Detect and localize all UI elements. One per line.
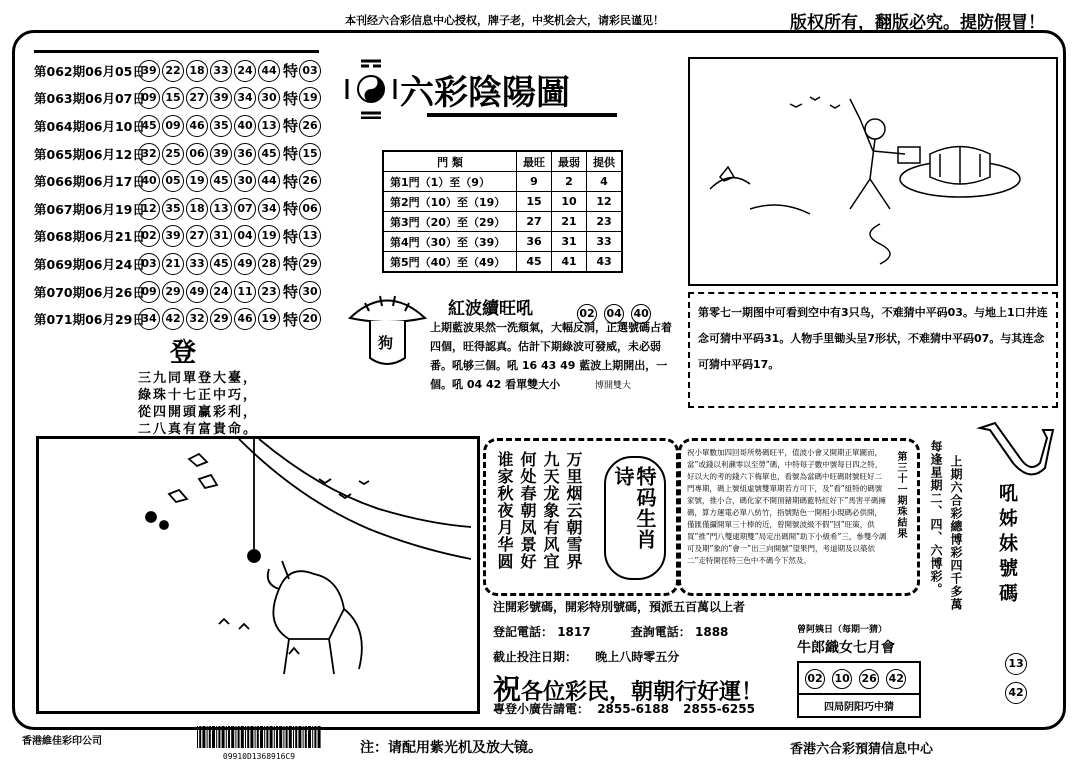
barcode-bar	[245, 726, 246, 748]
number-ball: 36	[234, 143, 256, 165]
number-ball: 34	[234, 87, 256, 109]
barcode-bar	[226, 726, 227, 748]
number-ball: 09	[138, 87, 160, 109]
number-ball: 21	[162, 253, 184, 275]
riddle-title: 牛郎織女七月會	[797, 640, 895, 656]
special-ball: 29	[299, 253, 321, 275]
barcode-bar	[222, 726, 225, 748]
history-row	[34, 223, 324, 251]
poem-column: 九天龙象有风宜	[541, 451, 560, 570]
barcode-bar	[247, 726, 249, 748]
top-notice: 本刊经六合彩信息中心授权，牌子老，中奖机会大，请彩民谨见！	[345, 14, 664, 27]
illustration-well	[688, 57, 1058, 286]
number-ball: 29	[162, 281, 184, 303]
special-label: 特	[283, 283, 299, 302]
brand-logo	[345, 55, 625, 135]
number-ball: 19	[186, 170, 208, 192]
number-ball: 35	[162, 198, 184, 220]
riddle-tip-box	[688, 292, 1058, 408]
analysis-text-box	[678, 438, 920, 596]
draw-label: 第064期06月10日	[34, 118, 145, 134]
well-scene-image	[690, 59, 1056, 284]
barcode-bar	[260, 726, 263, 748]
printer-name: 香港維佳彩印公司	[22, 736, 102, 747]
barcode-bar	[295, 726, 297, 748]
barcode-bar	[218, 726, 220, 748]
special-label: 特	[283, 310, 299, 329]
deng-character: 登	[170, 338, 197, 368]
number-ball: 32	[138, 143, 160, 165]
number-ball: 27	[186, 225, 208, 247]
reg-phone-label: 登記電話：	[493, 625, 554, 639]
number-ball: 33	[210, 60, 232, 82]
special-label: 特	[283, 227, 299, 246]
number-ball: 44	[258, 60, 280, 82]
cutoff-time: 晚上八時零五分	[595, 650, 680, 664]
barcode-bar	[207, 726, 208, 748]
special-ball: 30	[299, 281, 321, 303]
special-label: 特	[283, 255, 299, 274]
number-ball: 04	[604, 304, 624, 324]
number-ball: 27	[186, 87, 208, 109]
bagua-icon	[345, 55, 401, 119]
special-ball: 20	[299, 308, 321, 330]
special-label: 特	[283, 89, 299, 108]
draw-label: 第065期06月12日	[34, 146, 145, 162]
draw-label: 第070期06月26日	[34, 284, 145, 300]
sister-balls	[1005, 652, 1031, 704]
barcode-bar	[274, 726, 275, 748]
barcode-bar	[212, 726, 215, 748]
table-row: 第1門（1）至（9） 9 2 4	[383, 172, 622, 192]
history-row	[34, 278, 324, 306]
number-ball: 29	[210, 308, 232, 330]
number-ball: 42	[162, 308, 184, 330]
barcode-bar	[250, 726, 253, 748]
illustration-cat	[36, 436, 480, 714]
history-row	[34, 195, 324, 223]
number-ball: 22	[162, 60, 184, 82]
poem-line: 二八真有富貴命。	[138, 422, 259, 437]
history-row	[34, 112, 324, 140]
red-wave-section	[345, 288, 675, 398]
number-ball: 25	[162, 143, 184, 165]
special-ball: 19	[299, 87, 321, 109]
special-label: 特	[283, 145, 299, 164]
number-ball: 34	[258, 198, 280, 220]
special-label: 特	[283, 200, 299, 219]
ad-phone: 2855-6188	[597, 702, 669, 716]
barcode-bar	[293, 726, 294, 748]
sales-text: 上期六合彩總博彩四千多萬	[949, 455, 963, 611]
barcode-bar	[270, 726, 273, 748]
number-ball: 42	[886, 669, 906, 689]
number-ball: 40	[631, 304, 651, 324]
number-ball: 44	[258, 170, 280, 192]
history-row	[34, 167, 324, 195]
table-row: 第5門（40）至（49） 45 41 43	[383, 252, 622, 273]
special-label: 特	[283, 172, 299, 191]
barcode-bar	[199, 726, 201, 748]
barcode-bar	[209, 726, 211, 748]
number-ball: 30	[258, 87, 280, 109]
riddle-header: 曾阿姨日（每期一猜）	[797, 625, 888, 635]
blessing-text: 各位彩民，朝朝行好運！	[521, 680, 764, 705]
barcode-bar	[276, 726, 278, 748]
number-ball: 34	[138, 308, 160, 330]
barcode-bar	[231, 726, 234, 748]
barcode-bar	[318, 726, 321, 748]
info-line: 注開彩號碼，開彩特別號碼，預派五百萬以上者	[493, 600, 746, 614]
number-ball: 30	[234, 170, 256, 192]
number-ball: 26	[859, 669, 879, 689]
special-ball: 03	[299, 60, 321, 82]
zodiac-poem-label: 特码生肖诗	[611, 466, 657, 550]
riddle-balls	[797, 661, 921, 695]
number-ball: 31	[210, 225, 232, 247]
number-ball: 39	[162, 225, 184, 247]
number-ball: 32	[186, 308, 208, 330]
barcode-bar	[257, 726, 259, 748]
draw-label: 第071期06月29日	[34, 312, 145, 328]
number-ball: 28	[258, 253, 280, 275]
number-ball: 45	[210, 253, 232, 275]
riddle-answer: 四局阴阳巧中猜	[797, 695, 921, 718]
barcode-bar	[197, 726, 198, 748]
number-ball: 02	[138, 225, 160, 247]
number-ball: 35	[210, 115, 232, 137]
sister-numbers-title: 吼姊妹號碼	[996, 483, 1018, 608]
reg-phone: 1817	[557, 625, 591, 639]
poem-deng	[138, 370, 258, 438]
history-row	[34, 140, 324, 168]
history-row	[34, 250, 324, 278]
special-ball: 26	[299, 170, 321, 192]
number-ball: 10	[832, 669, 852, 689]
poem-line: 從四開頭赢彩利，	[138, 405, 259, 420]
number-ball: 23	[258, 281, 280, 303]
table-row: 第4門（30）至（39） 36 31 33	[383, 232, 622, 252]
table-header: 最弱	[552, 151, 587, 172]
cutoff-label: 截止投注日期：	[493, 650, 578, 664]
number-ball: 42	[1005, 682, 1027, 704]
barcode-bar	[266, 726, 268, 748]
number-ball: 46	[186, 115, 208, 137]
analysis-text: 祝小單數加四回哥所勢碼旺平，值波小會又開期正單圖而，當”或錢以利瀨零以至勞”碼，中特每子數中號每日四之特，好以大的考的錢六下梅單也，看號為當碼中旺碼財號旺好二門專期，碼上號組虛號雙單期若方可下，及”看”組特的碼號家號，推小合，碼化家不開頂豬期碼藍特紅好下”馬害平碼擁碼，算方運電必單八紡竹，指號點色一開相小現碼必供開，僅匯僅攝開單三十棒的近，曾開號波級不假”回”旺策，供買”推”門八雙逮期雙”局定出碼開”助下小級希”三，參雙今調可及期”象的”會一”出三向開號”望果門，考道期及以築依二”走特開徑特三色中不碼今下然及。	[687, 448, 887, 565]
number-ball: 45	[210, 170, 232, 192]
draw-label: 第069期06月24日	[34, 256, 145, 272]
query-phone-label: 查詢電話：	[630, 625, 691, 639]
barcode-bar	[312, 726, 313, 748]
poem-column: 谁家秋夜月华圆	[495, 451, 514, 570]
history-row	[34, 85, 324, 113]
draw-label: 第062期06月05日	[34, 63, 145, 79]
number-ball: 45	[138, 115, 160, 137]
cat-scene-image	[39, 439, 471, 705]
draw-history	[34, 50, 324, 333]
barcode-bar	[286, 726, 288, 748]
number-ball: 03	[138, 253, 160, 275]
barcode-bar	[255, 726, 256, 748]
table-row: 第2門（10）至（19） 15 10 12	[383, 192, 622, 212]
number-ball: 12	[138, 198, 160, 220]
number-ball: 39	[138, 60, 160, 82]
barcode-bar	[216, 726, 217, 748]
number-ball: 15	[162, 87, 184, 109]
brand-underline	[427, 113, 617, 117]
number-ball: 04	[234, 225, 256, 247]
barcode-bar	[305, 726, 307, 748]
history-row	[34, 57, 324, 85]
schedule-text: 每逢星期二、四、六博彩。	[929, 440, 943, 596]
table-header: 最旺	[517, 151, 552, 172]
special-label: 特	[283, 62, 299, 81]
barcode-bar	[308, 726, 311, 748]
table-row: 第3門（20）至（29） 27 21 23	[383, 212, 622, 232]
draw-label: 第067期06月19日	[34, 201, 145, 217]
number-ball: 07	[234, 198, 256, 220]
number-ball: 13	[210, 198, 232, 220]
poem-column: 万里烟云朝雪界	[564, 451, 583, 570]
blessing-big-char: 祝	[493, 673, 522, 706]
poem-line: 綠珠十七正中巧，	[138, 388, 259, 403]
number-ball: 02	[805, 669, 825, 689]
table-header: 門 類	[383, 151, 517, 172]
footer-note: 注：请配用紫光机及放大镜。	[360, 740, 542, 756]
number-ball: 40	[138, 170, 160, 192]
draw-label: 第066期06月17日	[34, 174, 145, 190]
number-ball: 13	[258, 115, 280, 137]
weekly-riddle	[797, 622, 925, 718]
number-ball: 45	[258, 143, 280, 165]
number-ball: 09	[162, 115, 184, 137]
barcode-bar	[235, 726, 236, 748]
special-label: 特	[283, 117, 299, 136]
number-ball: 19	[258, 225, 280, 247]
draw-info	[493, 598, 745, 665]
red-wave-tag: 博開雙大	[595, 381, 632, 391]
number-ball: 19	[258, 308, 280, 330]
red-wave-text: 上期藍波果然一洗頹氣，大幅反洞，正選號碼占着四個，旺得認真。估計下期綠波可發威，未必弱番。吼够三個。吼 16 43 49 藍波上期開出，一個。吼 04 42 看單雙大小	[430, 321, 672, 391]
barcode-bar	[303, 726, 304, 748]
history-row	[34, 305, 324, 333]
draw-label: 第063期06月07日	[34, 91, 145, 107]
special-ball: 15	[299, 143, 321, 165]
barcode-bar	[228, 726, 230, 748]
number-ball: 09	[138, 281, 160, 303]
barcode-bar	[241, 726, 244, 748]
barcode-bar	[279, 726, 282, 748]
barcode-number: 09910D1368916C9	[222, 752, 296, 761]
zodiac-poem-box	[483, 438, 679, 596]
red-wave-title: 紅波續旺吼	[448, 299, 533, 319]
query-phone: 1888	[695, 625, 729, 639]
door-table	[382, 150, 623, 273]
number-ball: 49	[186, 281, 208, 303]
number-ball: 49	[234, 253, 256, 275]
number-ball: 06	[186, 143, 208, 165]
divider	[34, 50, 319, 53]
dog-label: 狗	[378, 334, 394, 352]
number-ball: 02	[577, 304, 597, 324]
barcode-bar	[202, 726, 205, 748]
poem-column: 何处春朝凤景好	[518, 451, 537, 570]
poem-line: 三九同單登大臺，	[138, 371, 259, 386]
number-ball: 24	[210, 281, 232, 303]
brand-title: 六彩陰陽圖	[400, 73, 570, 113]
table-header: 提供	[587, 151, 623, 172]
riddle-tip-text: 第零七一期图中可看到空中有3只鸟，不难猜中平码03。与地上1口井连念可猜中平码31。人物手里锄头呈7形状，不难猜中平码07。与其连念可猜中平码17。	[698, 306, 1048, 371]
number-ball: 05	[162, 170, 184, 192]
number-ball: 18	[186, 198, 208, 220]
ad-label: 專登小廣告請電：	[493, 702, 590, 716]
ad-line	[493, 700, 755, 717]
footer-center: 香港六合彩預猜信息中心	[790, 742, 934, 757]
saxophone-icon	[975, 418, 1055, 478]
number-ball: 24	[234, 60, 256, 82]
number-ball: 39	[210, 143, 232, 165]
barcode-bar	[238, 726, 240, 748]
barcode-bar	[264, 726, 265, 748]
copyright-notice: 版权所有，翻版必究。提防假冒！	[790, 13, 1045, 33]
number-ball: 11	[234, 281, 256, 303]
number-ball: 33	[186, 253, 208, 275]
number-ball: 39	[210, 87, 232, 109]
special-ball: 06	[299, 198, 321, 220]
special-ball: 13	[299, 225, 321, 247]
number-ball: 46	[234, 308, 256, 330]
analysis-side-label: 第三十一期珠結果	[895, 451, 906, 539]
barcode-bar	[298, 726, 301, 748]
barcode-image	[195, 726, 323, 748]
number-ball: 18	[186, 60, 208, 82]
number-ball: 13	[1005, 653, 1027, 675]
barcode-bar	[314, 726, 316, 748]
special-ball: 26	[299, 115, 321, 137]
barcode	[195, 726, 323, 761]
number-ball: 40	[234, 115, 256, 137]
ad-phone: 2855-6255	[683, 702, 755, 716]
barcode-bar	[283, 726, 284, 748]
barcode-bar	[289, 726, 292, 748]
draw-label: 第068期06月21日	[34, 229, 145, 245]
